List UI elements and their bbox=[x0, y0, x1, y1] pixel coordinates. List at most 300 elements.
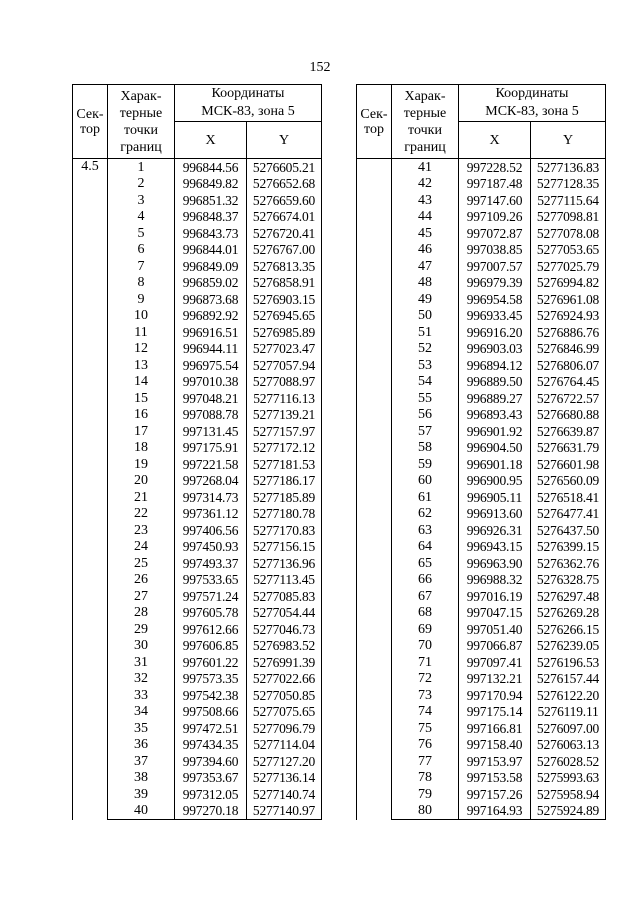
table-row bbox=[357, 605, 606, 622]
table-row bbox=[357, 291, 606, 308]
x-coordinate-cell: 997166.81 bbox=[459, 720, 531, 737]
y-coordinate-cell: 5276196.53 bbox=[531, 654, 606, 671]
point-number-cell: 64 bbox=[392, 539, 459, 556]
x-coordinate-cell: 997131.45 bbox=[175, 423, 247, 440]
x-coordinate-cell: 996849.82 bbox=[175, 176, 247, 193]
point-number-cell: 13 bbox=[108, 357, 175, 374]
point-number-cell: 78 bbox=[392, 770, 459, 787]
x-coordinate-cell: 997606.85 bbox=[175, 638, 247, 655]
table-row bbox=[357, 192, 606, 209]
table-row bbox=[357, 423, 606, 440]
x-coordinate-cell: 996844.01 bbox=[175, 242, 247, 259]
table-row bbox=[357, 522, 606, 539]
x-coordinate-cell: 996988.32 bbox=[459, 572, 531, 589]
point-number-cell: 44 bbox=[392, 209, 459, 226]
x-coordinate-cell: 997434.35 bbox=[175, 737, 247, 754]
y-coordinate-cell: 5275993.63 bbox=[531, 770, 606, 787]
header-point-line: точки bbox=[124, 122, 158, 138]
point-number-cell: 76 bbox=[392, 737, 459, 754]
y-coordinate-cell: 5277136.14 bbox=[247, 770, 322, 787]
y-coordinate-cell: 5276362.76 bbox=[531, 555, 606, 572]
x-coordinate-cell: 996901.18 bbox=[459, 456, 531, 473]
table-row bbox=[357, 308, 606, 325]
y-coordinate-cell: 5277185.89 bbox=[247, 489, 322, 506]
table-row bbox=[73, 687, 322, 704]
y-coordinate-cell: 5277114.04 bbox=[247, 737, 322, 754]
x-coordinate-cell: 996926.31 bbox=[459, 522, 531, 539]
table-row bbox=[73, 770, 322, 787]
table-row bbox=[357, 407, 606, 424]
table-row bbox=[357, 572, 606, 589]
table-row bbox=[73, 308, 322, 325]
y-coordinate-cell: 5277136.83 bbox=[531, 159, 606, 176]
table-row bbox=[357, 390, 606, 407]
x-coordinate-cell: 997270.18 bbox=[175, 803, 247, 820]
y-coordinate-cell: 5276659.60 bbox=[247, 192, 322, 209]
y-coordinate-cell: 5276674.01 bbox=[247, 209, 322, 226]
point-number-cell: 72 bbox=[392, 671, 459, 688]
header-sector-line: Сек- bbox=[76, 106, 104, 122]
point-number-cell: 61 bbox=[392, 489, 459, 506]
header-point-line: Харак- bbox=[404, 88, 446, 104]
y-coordinate-cell: 5277140.97 bbox=[247, 803, 322, 820]
table-row bbox=[357, 275, 606, 292]
point-number-cell: 42 bbox=[392, 176, 459, 193]
y-coordinate-cell: 5276985.89 bbox=[247, 324, 322, 341]
y-coordinate-cell: 5276722.57 bbox=[531, 390, 606, 407]
y-coordinate-cell: 5276122.20 bbox=[531, 687, 606, 704]
y-coordinate-cell: 5277088.97 bbox=[247, 374, 322, 391]
point-number-cell: 32 bbox=[108, 671, 175, 688]
point-number-cell: 54 bbox=[392, 374, 459, 391]
y-coordinate-cell: 5276994.82 bbox=[531, 275, 606, 292]
point-number-cell: 48 bbox=[392, 275, 459, 292]
point-number-cell: 1 bbox=[108, 159, 175, 176]
x-coordinate-cell: 997164.93 bbox=[459, 803, 531, 820]
coordinates-table-left bbox=[72, 84, 322, 820]
table-row bbox=[357, 671, 606, 688]
x-coordinate-cell: 997394.60 bbox=[175, 753, 247, 770]
y-coordinate-cell: 5276680.88 bbox=[531, 407, 606, 424]
header-coords-line: МСК-83, зона 5 bbox=[485, 104, 579, 119]
point-number-cell: 55 bbox=[392, 390, 459, 407]
x-coordinate-cell: 997132.21 bbox=[459, 671, 531, 688]
header-sector bbox=[357, 85, 392, 159]
point-number-cell: 31 bbox=[108, 654, 175, 671]
y-coordinate-cell: 5277172.12 bbox=[247, 440, 322, 457]
header-sector-line: тор bbox=[364, 121, 384, 137]
point-number-cell: 43 bbox=[392, 192, 459, 209]
table-row bbox=[73, 390, 322, 407]
header-sector bbox=[73, 85, 108, 159]
x-coordinate-cell: 996889.27 bbox=[459, 390, 531, 407]
point-number-cell: 24 bbox=[108, 539, 175, 556]
y-coordinate-cell: 5276269.28 bbox=[531, 605, 606, 622]
y-coordinate-cell: 5277022.66 bbox=[247, 671, 322, 688]
point-number-cell: 57 bbox=[392, 423, 459, 440]
table-row bbox=[73, 374, 322, 391]
x-coordinate-cell: 996943.15 bbox=[459, 539, 531, 556]
header-boundary-points bbox=[108, 85, 175, 159]
y-coordinate-cell: 5277115.64 bbox=[531, 192, 606, 209]
point-number-cell: 34 bbox=[108, 704, 175, 721]
y-coordinate-cell: 5276945.65 bbox=[247, 308, 322, 325]
table-row bbox=[73, 341, 322, 358]
table-row bbox=[357, 737, 606, 754]
table-body bbox=[73, 159, 322, 820]
point-number-cell: 59 bbox=[392, 456, 459, 473]
table-row bbox=[73, 522, 322, 539]
x-coordinate-cell: 997175.91 bbox=[175, 440, 247, 457]
x-coordinate-cell: 997508.66 bbox=[175, 704, 247, 721]
y-coordinate-cell: 5276639.87 bbox=[531, 423, 606, 440]
header-point-line: границ bbox=[120, 139, 162, 155]
y-coordinate-cell: 5276601.98 bbox=[531, 456, 606, 473]
x-coordinate-cell: 996905.11 bbox=[459, 489, 531, 506]
x-coordinate-cell: 997088.78 bbox=[175, 407, 247, 424]
x-coordinate-cell: 997097.41 bbox=[459, 654, 531, 671]
point-number-cell: 62 bbox=[392, 506, 459, 523]
header-sector-line: тор bbox=[80, 121, 100, 137]
x-coordinate-cell: 997147.60 bbox=[459, 192, 531, 209]
y-coordinate-cell: 5276266.15 bbox=[531, 621, 606, 638]
table-row bbox=[73, 357, 322, 374]
point-number-cell: 51 bbox=[392, 324, 459, 341]
table-row bbox=[357, 225, 606, 242]
table-row bbox=[73, 654, 322, 671]
table-row bbox=[357, 242, 606, 259]
point-number-cell: 74 bbox=[392, 704, 459, 721]
y-coordinate-cell: 5276605.21 bbox=[247, 159, 322, 176]
table-row bbox=[73, 489, 322, 506]
point-number-cell: 14 bbox=[108, 374, 175, 391]
x-coordinate-cell: 996901.92 bbox=[459, 423, 531, 440]
x-coordinate-cell: 997493.37 bbox=[175, 555, 247, 572]
point-number-cell: 69 bbox=[392, 621, 459, 638]
y-coordinate-cell: 5277140.74 bbox=[247, 786, 322, 803]
x-coordinate-cell: 997573.35 bbox=[175, 671, 247, 688]
y-coordinate-cell: 5276239.05 bbox=[531, 638, 606, 655]
y-coordinate-cell: 5276764.45 bbox=[531, 374, 606, 391]
y-coordinate-cell: 5277181.53 bbox=[247, 456, 322, 473]
y-coordinate-cell: 5276813.35 bbox=[247, 258, 322, 275]
table-row bbox=[357, 654, 606, 671]
y-coordinate-cell: 5277170.83 bbox=[247, 522, 322, 539]
point-number-cell: 40 bbox=[108, 803, 175, 820]
header-y: Y bbox=[531, 122, 606, 159]
point-number-cell: 67 bbox=[392, 588, 459, 605]
point-number-cell: 22 bbox=[108, 506, 175, 523]
x-coordinate-cell: 996892.92 bbox=[175, 308, 247, 325]
y-coordinate-cell: 5277128.35 bbox=[531, 176, 606, 193]
x-coordinate-cell: 997450.93 bbox=[175, 539, 247, 556]
point-number-cell: 21 bbox=[108, 489, 175, 506]
x-coordinate-cell: 996975.54 bbox=[175, 357, 247, 374]
y-coordinate-cell: 5276983.52 bbox=[247, 638, 322, 655]
y-coordinate-cell: 5277136.96 bbox=[247, 555, 322, 572]
point-number-cell: 17 bbox=[108, 423, 175, 440]
point-number-cell: 33 bbox=[108, 687, 175, 704]
x-coordinate-cell: 997361.12 bbox=[175, 506, 247, 523]
y-coordinate-cell: 5277098.81 bbox=[531, 209, 606, 226]
x-coordinate-cell: 997228.52 bbox=[459, 159, 531, 176]
header-point-line: терные bbox=[403, 105, 447, 121]
x-coordinate-cell: 996979.39 bbox=[459, 275, 531, 292]
y-coordinate-cell: 5277075.65 bbox=[247, 704, 322, 721]
point-number-cell: 35 bbox=[108, 720, 175, 737]
x-coordinate-cell: 997153.58 bbox=[459, 770, 531, 787]
point-number-cell: 70 bbox=[392, 638, 459, 655]
x-coordinate-cell: 996848.37 bbox=[175, 209, 247, 226]
y-coordinate-cell: 5276858.91 bbox=[247, 275, 322, 292]
table-row bbox=[357, 489, 606, 506]
table-row bbox=[73, 473, 322, 490]
point-number-cell: 11 bbox=[108, 324, 175, 341]
point-number-cell: 50 bbox=[392, 308, 459, 325]
x-coordinate-cell: 997109.26 bbox=[459, 209, 531, 226]
point-number-cell: 4 bbox=[108, 209, 175, 226]
table-row bbox=[357, 324, 606, 341]
x-coordinate-cell: 997187.48 bbox=[459, 176, 531, 193]
point-number-cell: 6 bbox=[108, 242, 175, 259]
x-coordinate-cell: 997542.38 bbox=[175, 687, 247, 704]
table-row bbox=[357, 753, 606, 770]
table-row bbox=[73, 671, 322, 688]
y-coordinate-cell: 5275958.94 bbox=[531, 786, 606, 803]
x-coordinate-cell: 996893.43 bbox=[459, 407, 531, 424]
table-row bbox=[73, 176, 322, 193]
x-coordinate-cell: 996916.20 bbox=[459, 324, 531, 341]
x-coordinate-cell: 997268.04 bbox=[175, 473, 247, 490]
x-coordinate-cell: 996843.73 bbox=[175, 225, 247, 242]
y-coordinate-cell: 5276631.79 bbox=[531, 440, 606, 457]
y-coordinate-cell: 5276903.15 bbox=[247, 291, 322, 308]
table-row bbox=[73, 407, 322, 424]
header-coords-line: МСК-83, зона 5 bbox=[201, 104, 295, 119]
y-coordinate-cell: 5276720.41 bbox=[247, 225, 322, 242]
point-number-cell: 58 bbox=[392, 440, 459, 457]
table-row bbox=[357, 473, 606, 490]
point-number-cell: 38 bbox=[108, 770, 175, 787]
table-row bbox=[73, 440, 322, 457]
x-coordinate-cell: 997353.67 bbox=[175, 770, 247, 787]
y-coordinate-cell: 5277023.47 bbox=[247, 341, 322, 358]
point-number-cell: 7 bbox=[108, 258, 175, 275]
y-coordinate-cell: 5276518.41 bbox=[531, 489, 606, 506]
y-coordinate-cell: 5276806.07 bbox=[531, 357, 606, 374]
page-number: 152 bbox=[309, 60, 331, 75]
table-row bbox=[73, 225, 322, 242]
y-coordinate-cell: 5277157.97 bbox=[247, 423, 322, 440]
table-row bbox=[357, 539, 606, 556]
point-number-cell: 10 bbox=[108, 308, 175, 325]
y-coordinate-cell: 5276560.09 bbox=[531, 473, 606, 490]
header-coordinates bbox=[459, 85, 606, 122]
x-coordinate-cell: 997066.87 bbox=[459, 638, 531, 655]
y-coordinate-cell: 5276477.41 bbox=[531, 506, 606, 523]
table-row bbox=[73, 159, 322, 176]
point-number-cell: 5 bbox=[108, 225, 175, 242]
point-number-cell: 66 bbox=[392, 572, 459, 589]
x-coordinate-cell: 997007.57 bbox=[459, 258, 531, 275]
header-point-line: точки bbox=[408, 122, 442, 138]
y-coordinate-cell: 5276399.15 bbox=[531, 539, 606, 556]
x-coordinate-cell: 996889.50 bbox=[459, 374, 531, 391]
y-coordinate-cell: 5277113.45 bbox=[247, 572, 322, 589]
table-row bbox=[73, 786, 322, 803]
x-coordinate-cell: 996916.51 bbox=[175, 324, 247, 341]
point-number-cell: 8 bbox=[108, 275, 175, 292]
table-row bbox=[73, 720, 322, 737]
point-number-cell: 26 bbox=[108, 572, 175, 589]
table-row bbox=[357, 770, 606, 787]
point-number-cell: 75 bbox=[392, 720, 459, 737]
y-coordinate-cell: 5277057.94 bbox=[247, 357, 322, 374]
x-coordinate-cell: 997312.05 bbox=[175, 786, 247, 803]
point-number-cell: 9 bbox=[108, 291, 175, 308]
y-coordinate-cell: 5276437.50 bbox=[531, 522, 606, 539]
x-coordinate-cell: 997601.22 bbox=[175, 654, 247, 671]
table-row bbox=[73, 209, 322, 226]
table-row bbox=[73, 572, 322, 589]
table-row bbox=[73, 753, 322, 770]
y-coordinate-cell: 5277046.73 bbox=[247, 621, 322, 638]
point-number-cell: 56 bbox=[392, 407, 459, 424]
header-sector-line: Сек- bbox=[360, 106, 388, 122]
header-boundary-points bbox=[392, 85, 459, 159]
y-coordinate-cell: 5277156.15 bbox=[247, 539, 322, 556]
header-coords-line: Координаты bbox=[211, 86, 285, 101]
table-row bbox=[73, 588, 322, 605]
table-row bbox=[73, 638, 322, 655]
x-coordinate-cell: 996944.11 bbox=[175, 341, 247, 358]
point-number-cell: 46 bbox=[392, 242, 459, 259]
point-number-cell: 16 bbox=[108, 407, 175, 424]
x-coordinate-cell: 997048.21 bbox=[175, 390, 247, 407]
y-coordinate-cell: 5277180.78 bbox=[247, 506, 322, 523]
x-coordinate-cell: 997158.40 bbox=[459, 737, 531, 754]
x-coordinate-cell: 997605.78 bbox=[175, 605, 247, 622]
x-coordinate-cell: 997612.66 bbox=[175, 621, 247, 638]
table-row bbox=[357, 258, 606, 275]
point-number-cell: 68 bbox=[392, 605, 459, 622]
table-row bbox=[73, 291, 322, 308]
table-row bbox=[73, 275, 322, 292]
x-coordinate-cell: 996859.02 bbox=[175, 275, 247, 292]
table-row bbox=[357, 621, 606, 638]
x-coordinate-cell: 996903.03 bbox=[459, 341, 531, 358]
point-number-cell: 18 bbox=[108, 440, 175, 457]
y-coordinate-cell: 5277116.13 bbox=[247, 390, 322, 407]
x-coordinate-cell: 996954.58 bbox=[459, 291, 531, 308]
table-body bbox=[357, 159, 606, 820]
y-coordinate-cell: 5276328.75 bbox=[531, 572, 606, 589]
point-number-cell: 15 bbox=[108, 390, 175, 407]
table-row bbox=[357, 357, 606, 374]
x-coordinate-cell: 997175.14 bbox=[459, 704, 531, 721]
point-number-cell: 71 bbox=[392, 654, 459, 671]
table-row bbox=[73, 456, 322, 473]
table-row bbox=[73, 555, 322, 572]
table-row bbox=[73, 621, 322, 638]
x-coordinate-cell: 996844.56 bbox=[175, 159, 247, 176]
x-coordinate-cell: 996913.60 bbox=[459, 506, 531, 523]
table-row bbox=[73, 737, 322, 754]
point-number-cell: 65 bbox=[392, 555, 459, 572]
point-number-cell: 23 bbox=[108, 522, 175, 539]
table-row bbox=[357, 159, 606, 176]
coordinates-table-right bbox=[356, 84, 606, 820]
point-number-cell: 3 bbox=[108, 192, 175, 209]
y-coordinate-cell: 5276924.93 bbox=[531, 308, 606, 325]
x-coordinate-cell: 997153.97 bbox=[459, 753, 531, 770]
header-point-line: терные bbox=[119, 105, 163, 121]
point-number-cell: 73 bbox=[392, 687, 459, 704]
header-x: X bbox=[175, 122, 247, 159]
x-coordinate-cell: 997406.56 bbox=[175, 522, 247, 539]
table-row bbox=[357, 803, 606, 820]
x-coordinate-cell: 997157.26 bbox=[459, 786, 531, 803]
x-coordinate-cell: 996851.32 bbox=[175, 192, 247, 209]
table-row bbox=[357, 209, 606, 226]
y-coordinate-cell: 5277054.44 bbox=[247, 605, 322, 622]
header-point-line: границ bbox=[404, 139, 446, 155]
x-coordinate-cell: 996963.90 bbox=[459, 555, 531, 572]
table-row bbox=[357, 176, 606, 193]
point-number-cell: 39 bbox=[108, 786, 175, 803]
y-coordinate-cell: 5276063.13 bbox=[531, 737, 606, 754]
header-x: X bbox=[459, 122, 531, 159]
point-number-cell: 80 bbox=[392, 803, 459, 820]
x-coordinate-cell: 997038.85 bbox=[459, 242, 531, 259]
point-number-cell: 45 bbox=[392, 225, 459, 242]
table-row bbox=[73, 423, 322, 440]
y-coordinate-cell: 5276028.52 bbox=[531, 753, 606, 770]
table-row bbox=[357, 687, 606, 704]
point-number-cell: 12 bbox=[108, 341, 175, 358]
y-coordinate-cell: 5277050.85 bbox=[247, 687, 322, 704]
table-row bbox=[357, 588, 606, 605]
table-row bbox=[357, 506, 606, 523]
x-coordinate-cell: 997010.38 bbox=[175, 374, 247, 391]
table-row bbox=[73, 506, 322, 523]
point-number-cell: 49 bbox=[392, 291, 459, 308]
y-coordinate-cell: 5277186.17 bbox=[247, 473, 322, 490]
x-coordinate-cell: 997072.87 bbox=[459, 225, 531, 242]
point-number-cell: 47 bbox=[392, 258, 459, 275]
y-coordinate-cell: 5277025.79 bbox=[531, 258, 606, 275]
x-coordinate-cell: 997170.94 bbox=[459, 687, 531, 704]
x-coordinate-cell: 997472.51 bbox=[175, 720, 247, 737]
y-coordinate-cell: 5276297.48 bbox=[531, 588, 606, 605]
x-coordinate-cell: 997533.65 bbox=[175, 572, 247, 589]
sector-cell bbox=[357, 159, 392, 820]
y-coordinate-cell: 5276886.76 bbox=[531, 324, 606, 341]
y-coordinate-cell: 5276961.08 bbox=[531, 291, 606, 308]
table-row bbox=[357, 720, 606, 737]
point-number-cell: 30 bbox=[108, 638, 175, 655]
table-row bbox=[73, 324, 322, 341]
y-coordinate-cell: 5276846.99 bbox=[531, 341, 606, 358]
table-row bbox=[73, 539, 322, 556]
table-row bbox=[73, 803, 322, 820]
x-coordinate-cell: 997314.73 bbox=[175, 489, 247, 506]
y-coordinate-cell: 5276652.68 bbox=[247, 176, 322, 193]
point-number-cell: 28 bbox=[108, 605, 175, 622]
table-row bbox=[73, 242, 322, 259]
point-number-cell: 19 bbox=[108, 456, 175, 473]
y-coordinate-cell: 5277096.79 bbox=[247, 720, 322, 737]
